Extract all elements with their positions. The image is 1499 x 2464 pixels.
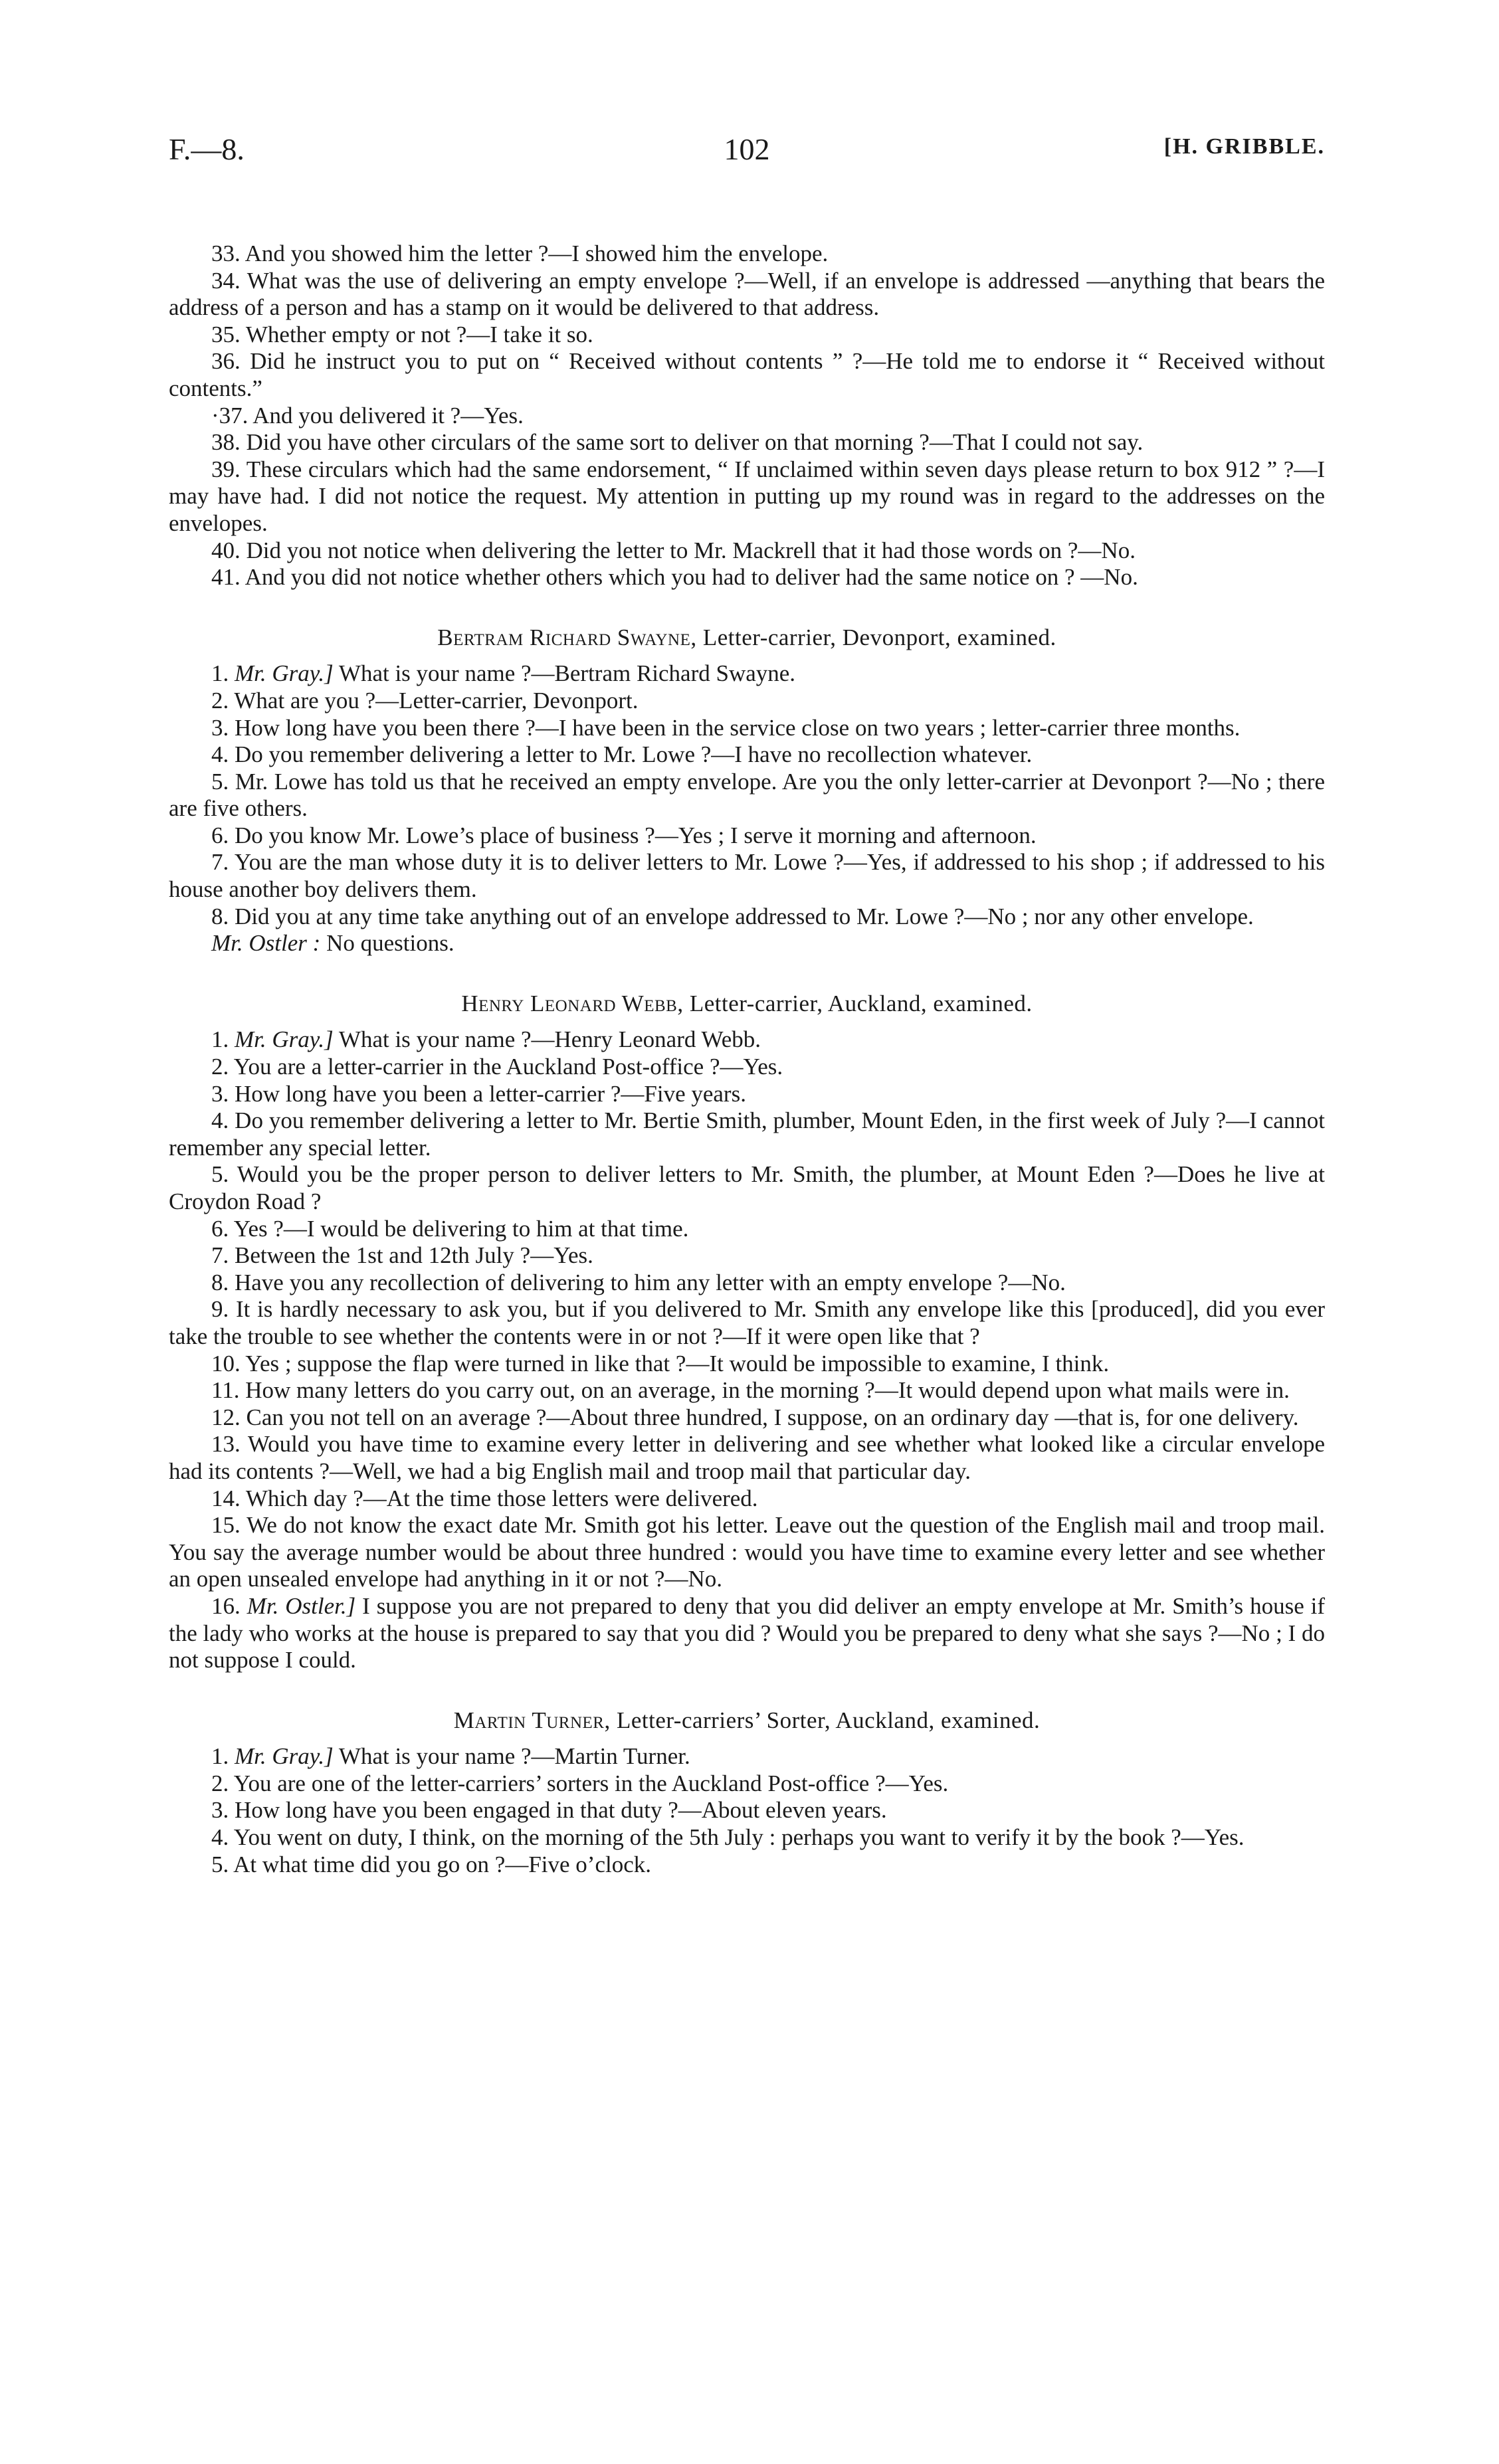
testimony-text: How long have you been engaged in that duty ?—About eleven years.	[235, 1797, 887, 1824]
testimony-text: What are you ?—Letter-carrier, Devonport.	[234, 687, 639, 713]
document-reference: F.—8.	[169, 132, 245, 166]
witness-name: Bertram Richard Swayne	[437, 624, 691, 650]
testimony-paragraph	[169, 1851, 1325, 1879]
question-number: 16.	[211, 1592, 241, 1619]
speaker-name: Mr. Gray.]	[235, 660, 334, 687]
page-number: 102	[724, 132, 770, 166]
testimony-paragraph	[169, 429, 1325, 456]
question-number: 35.	[211, 321, 241, 347]
testimony-paragraph	[169, 660, 1325, 688]
question-number: 7.	[211, 849, 229, 876]
testimony-paragraph	[169, 1431, 1325, 1485]
testimony-text: Whether empty or not ?—I take it so.	[245, 321, 593, 347]
question-number: 1.	[211, 660, 229, 687]
testimony-text: Have you any recollection of delivering to him any letter with an empty envelope ?—No.	[235, 1269, 1066, 1295]
witness-description: , Letter-carrier, Auckland, examined.	[677, 990, 1033, 1016]
section-spacer	[169, 591, 1325, 607]
testimony-text: Did you have other circulars of the same sort to deliver on that morning ?—That I could not say.	[246, 429, 1144, 456]
witness-heading	[169, 624, 1325, 652]
testimony-paragraph	[169, 1377, 1325, 1404]
witness-description: , Letter-carrier, Devonport, examined.	[690, 624, 1056, 650]
testimony-text: Do you remember delivering a letter to Mr. Bertie Smith, plumber, Mount Eden, in the first week of July ?—I cannot remember any special letter.	[169, 1107, 1325, 1161]
testimony-text: I suppose you are not prepared to deny that you did deliver an empty envelope at Mr. Smith’s house if the lady who works at the house is prepared to say that you did ? Would you be prepared to deny what she says ?—No ; I do not suppose I could.	[169, 1592, 1326, 1673]
testimony-paragraph	[169, 456, 1325, 537]
testimony-text: You are a letter-carrier in the Auckland Post-office ?—Yes.	[233, 1054, 783, 1080]
testimony-paragraph	[169, 1107, 1325, 1161]
testimony-text: No questions.	[326, 930, 454, 957]
testimony-paragraph	[169, 1081, 1325, 1108]
section-spacer	[169, 1674, 1325, 1690]
question-number: 6.	[211, 1215, 229, 1242]
testimony-paragraph	[169, 1743, 1325, 1770]
testimony-text: How long have you been a letter-carrier ?—Five years.	[235, 1080, 746, 1107]
testimony-text: Would you have time to examine every letter in delivering and see whether what looked like a circular envelope had its contents ?—Well, we had a big English mail and troop mail that particular day.	[169, 1431, 1325, 1484]
testimony-paragraph	[169, 1593, 1325, 1674]
testimony-paragraph	[169, 1242, 1325, 1270]
testimony-paragraph	[169, 1404, 1325, 1432]
question-number: ·37.	[211, 402, 249, 428]
testimony-paragraph	[169, 268, 1325, 322]
testimony-paragraph	[169, 688, 1325, 715]
page-header	[169, 132, 1325, 171]
testimony-text: Which day ?—At the time those letters were delivered.	[245, 1485, 758, 1511]
question-number: 15.	[211, 1512, 241, 1539]
testimony-paragraph	[169, 1797, 1325, 1824]
testimony-paragraph	[169, 1296, 1325, 1350]
speaker-name: Mr. Gray.]	[235, 1743, 334, 1770]
testimony-paragraph	[169, 903, 1325, 931]
testimony-paragraph	[169, 1512, 1325, 1593]
testimony-text: And you showed him the letter ?—I showed him the envelope.	[245, 240, 829, 266]
question-number: 12.	[211, 1404, 241, 1430]
witness-name: Martin Turner	[453, 1707, 605, 1733]
witness-name: Henry Leonard Webb	[461, 990, 678, 1016]
testimony-text: Would you be the proper person to deliver letters to Mr. Smith, the plumber, at Mount Eden ?—Does he live at Croydon Road ?	[169, 1161, 1325, 1214]
witness-running-head: [H. GRIBBLE.	[1163, 134, 1325, 159]
testimony-text: What is your name ?—Bertram Richard Swayne.	[338, 660, 796, 687]
testimony-paragraph	[169, 322, 1325, 349]
question-number: 3.	[211, 714, 229, 741]
question-number: 5.	[211, 1851, 229, 1877]
question-number: 2.	[211, 1054, 229, 1080]
testimony-text: These circulars which had the same endorsement, “ If unclaimed within seven days please return to box 912 ” ?—I may have had. I did not notice the request. My attention in putting up my round was in regard to the addresses on the envelopes.	[169, 456, 1325, 536]
question-number: 36.	[211, 348, 241, 375]
question-number: 7.	[211, 1242, 229, 1269]
question-number: 41.	[211, 564, 241, 591]
testimony-paragraph	[169, 537, 1325, 565]
testimony-paragraph	[169, 1161, 1325, 1215]
question-number: 5.	[211, 1161, 229, 1188]
section-spacer	[169, 957, 1325, 973]
testimony-text: We do not know the exact date Mr. Smith got his letter. Leave out the question of the English mail and troop mail. You say the average number would be about three hundred : would you have time to examine every letter and see whether an open unsealed envelope had anything in it or not ?—No.	[169, 1512, 1325, 1592]
testimony-text: What is your name ?—Henry Leonard Webb.	[338, 1026, 761, 1053]
testimony-text: Mr. Lowe has told us that he received an empty envelope. Are you the only letter-carrier at Devonport ?—No ; there are five others.	[169, 768, 1325, 822]
question-number: 39.	[211, 456, 241, 482]
testimony-paragraph	[169, 849, 1325, 903]
testimony-text: And you delivered it ?—Yes.	[252, 402, 524, 428]
testimony-text: Can you not tell on an average ?—About three hundred, I suppose, on an ordinary day —that is, for one delivery.	[246, 1404, 1299, 1430]
question-number: 4.	[211, 1107, 229, 1134]
question-number: 8.	[211, 903, 229, 929]
witness-heading	[169, 991, 1325, 1018]
question-number: 1.	[211, 1743, 229, 1770]
testimony-paragraph	[169, 348, 1325, 402]
speaker-name: Mr. Gray.]	[235, 1026, 334, 1053]
question-number: 4.	[211, 741, 229, 768]
question-number: 3.	[211, 1080, 229, 1107]
testimony-text: What was the use of delivering an empty envelope ?—Well, if an envelope is addressed —anything that bears the address of a person and has a stamp on it would be delivered to that address.	[169, 267, 1325, 321]
testimony-text: At what time did you go on ?—Five o’clock.	[233, 1851, 652, 1877]
testimony-text: How long have you been there ?—I have been in the service close on two years ; letter-carrier three months.	[235, 714, 1241, 741]
testimony-paragraph	[169, 1270, 1325, 1297]
testimony-text: Yes ?—I would be delivering to him at that time.	[233, 1215, 689, 1242]
testimony-text: Do you know Mr. Lowe’s place of business ?—Yes ; I serve it morning and afternoon.	[235, 822, 1037, 848]
question-number: 3.	[211, 1797, 229, 1824]
question-number: 5.	[211, 768, 229, 795]
testimony-text: Did you not notice when delivering the letter to Mr. Mackrell that it had those words on ?—No.	[246, 537, 1136, 563]
testimony-text: You are one of the letter-carriers’ sorters in the Auckland Post-office ?—Yes.	[233, 1770, 949, 1796]
testimony-paragraph	[169, 930, 1325, 957]
question-number: 4.	[211, 1824, 229, 1851]
question-number: 9.	[211, 1296, 229, 1323]
question-number: 40.	[211, 537, 241, 563]
question-number: 2.	[211, 687, 229, 713]
testimony-paragraph	[169, 564, 1325, 591]
speaker-name: Mr. Ostler :	[211, 930, 321, 957]
testimony-text: What is your name ?—Martin Turner.	[338, 1743, 690, 1770]
testimony-paragraph	[169, 1351, 1325, 1378]
testimony-paragraph	[169, 1485, 1325, 1513]
testimony-paragraph	[169, 822, 1325, 850]
testimony-paragraph	[169, 741, 1325, 769]
question-number: 34.	[211, 267, 241, 294]
question-number: 33.	[211, 240, 241, 266]
testimony-paragraph	[169, 1026, 1325, 1054]
question-number: 14.	[211, 1485, 241, 1511]
witness-heading	[169, 1707, 1325, 1735]
testimony-text: You went on duty, I think, on the morning of the 5th July : perhaps you want to verify it by the book ?—Yes.	[233, 1824, 1245, 1851]
question-number: 8.	[211, 1269, 229, 1295]
question-number: 11.	[211, 1377, 240, 1404]
question-number: 10.	[211, 1350, 241, 1376]
speaker-name: Mr. Ostler.]	[247, 1592, 356, 1619]
testimony-paragraph	[169, 403, 1325, 430]
question-number: 38.	[211, 429, 241, 456]
question-number: 13.	[211, 1431, 241, 1458]
question-number: 6.	[211, 822, 229, 848]
testimony-text: And you did not notice whether others which you had to deliver had the same notice on ? —No.	[245, 564, 1138, 591]
testimony-text: Between the 1st and 12th July ?—Yes.	[235, 1242, 593, 1269]
question-number: 1.	[211, 1026, 229, 1053]
testimony-paragraph	[169, 1216, 1325, 1243]
witness-description: , Letter-carriers’ Sorter, Auckland, examined.	[604, 1707, 1041, 1733]
testimony-text: You are the man whose duty it is to deliver letters to Mr. Lowe ?—Yes, if addressed to his shop ; if addressed to his house another boy delivers them.	[169, 849, 1326, 903]
testimony-text: Did you at any time take anything out of an envelope addressed to Mr. Lowe ?—No ; nor any other envelope.	[235, 903, 1254, 929]
testimony-paragraph	[169, 1824, 1325, 1851]
question-number: 2.	[211, 1770, 229, 1796]
document-body	[169, 240, 1325, 1878]
testimony-paragraph	[169, 715, 1325, 742]
testimony-paragraph	[169, 240, 1325, 268]
testimony-text: It is hardly necessary to ask you, but if you delivered to Mr. Smith any envelope like this [produced], did you ever take the trouble to see whether the contents were in or not ?—If it were open like that ?	[169, 1296, 1326, 1349]
testimony-text: Yes ; suppose the flap were turned in like that ?—It would be impossible to examine, I think.	[245, 1350, 1110, 1376]
testimony-paragraph	[169, 1770, 1325, 1798]
testimony-text: Do you remember delivering a letter to Mr. Lowe ?—I have no recollection whatever.	[235, 741, 1033, 768]
testimony-text: Did he instruct you to put on “ Received without contents ” ?—He told me to endorse it “ Received without contents.”	[169, 348, 1326, 401]
testimony-paragraph	[169, 769, 1325, 822]
testimony-text: How many letters do you carry out, on an average, in the morning ?—It would depend upon what mails were in.	[245, 1377, 1290, 1404]
testimony-paragraph	[169, 1054, 1325, 1081]
